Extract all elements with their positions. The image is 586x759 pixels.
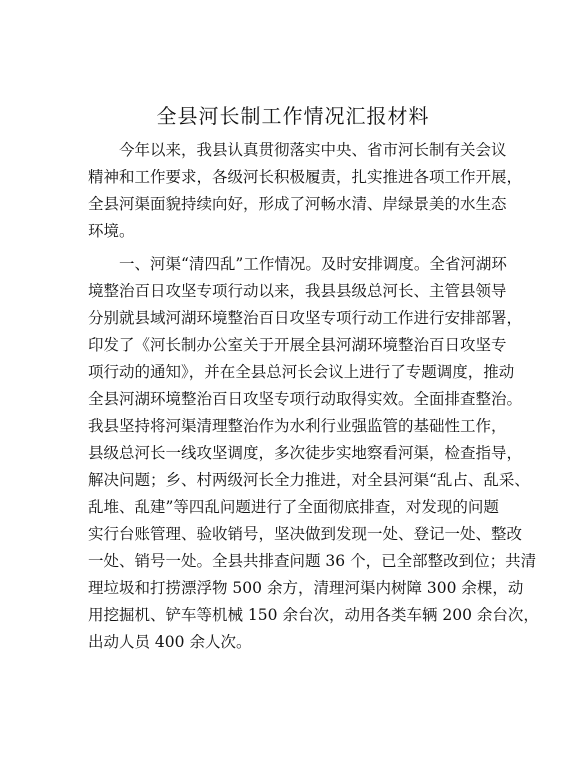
text-line: 出动人员 400 余人次。 bbox=[88, 633, 252, 651]
text-line: 精神和工作要求，各级河长积极履责，扎实推进各项工作开展， bbox=[88, 168, 523, 186]
page-title: 全县河长制工作情况汇报材料 bbox=[156, 104, 430, 128]
text-line: 今年以来，我县认真贯彻落实中央、省市河长制有关会议 bbox=[119, 141, 507, 159]
text-line: 实行台账管理、验收销号，坚决做到发现一处、登记一处、整改 bbox=[88, 525, 523, 543]
text-line: 分别就县域河湖环境整治百日攻坚专项行动工作进行安排部署， bbox=[88, 309, 523, 327]
text-line: 境整治百日攻坚专项行动以来，我县县级总河长、主管县领导 bbox=[88, 282, 507, 300]
text-line: 项行动的通知》，并在全县总河长会议上进行了专题调度，推动 bbox=[88, 363, 515, 381]
text-line: 环境。 bbox=[88, 222, 135, 240]
text-line: 全县河湖环境整治百日攻坚专项行动取得实效。全面排查整治。 bbox=[88, 390, 523, 408]
paragraph-intro bbox=[88, 137, 523, 245]
text-line: 用挖掘机、铲车等机械 150 余台次，动用各类车辆 200 余台次， bbox=[88, 606, 539, 624]
text-line: 一处、销号一处。全县共排查问题 36 个，已全部整改到位；共清 bbox=[88, 552, 537, 570]
text-line: 县级总河长一线攻坚调度，多次徒步实地察看河渠，检查指导， bbox=[88, 444, 523, 462]
text-line: 一、河渠“清四乱”工作情况。及时安排调度。全省河湖环 bbox=[119, 255, 507, 273]
text-line: 印发了《河长制办公室关于开展全县河湖环境整治百日攻坚专 bbox=[88, 336, 507, 354]
paragraph-section-one bbox=[88, 251, 539, 656]
text-line: 我县坚持将河渠清理整治作为水利行业强监管的基础性工作， bbox=[88, 417, 507, 435]
text-line: 全县河渠面貌持续向好，形成了河畅水清、岸绿景美的水生态 bbox=[88, 195, 507, 213]
text-line: 乱堆、乱建”等四乱问题进行了全面彻底排查，对发现的问题 bbox=[88, 498, 499, 516]
text-line: 理垃圾和打捞漂浮物 500 余方，清理河渠内树障 300 余棵，动 bbox=[88, 579, 524, 597]
text-line: 解决问题；乡、村两级河长全力推进，对全县河渠“乱占、乱采、 bbox=[88, 471, 530, 489]
